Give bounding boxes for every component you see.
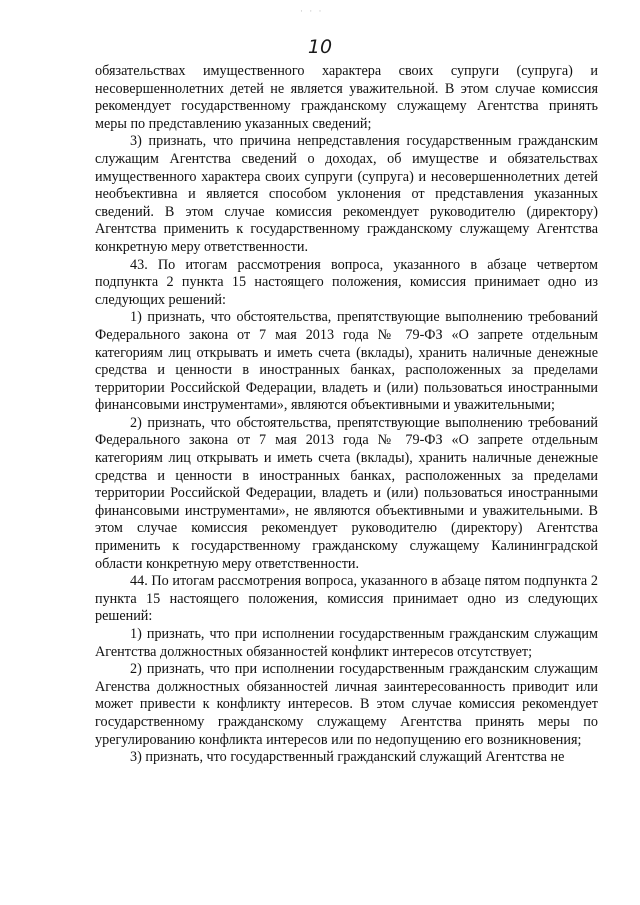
paragraph: 43. По итогам рассмотрения вопроса, указанного в абзаце четвертом подпункта 2 пункта 15 настоящего положения, комиссия принимает одно из следующих решений: xyxy=(95,256,598,308)
paragraph: 3) признать, что причина непредставления государственным гражданским служащим Агентства сведений о доходах, об имуществе и обязательствах имущественного характера своих супруги (супруга) и несовершеннолетних детей необъективна и является способом уклонения от представления указанных сведений. В этом случае комиссия рекомендует руководителю (директору) Агентства применить к государственному гражданскому служащему Агентства конкретную меру ответственности. xyxy=(95,133,598,255)
page-number: 10 xyxy=(307,36,333,58)
paragraph: 44. По итогам рассмотрения вопроса, указанного в абзаце пятом подпункта 2 пункта 15 настоящего положения, комиссия принимает одно из следующих решений: xyxy=(95,573,598,625)
top-scan-mark: · · · xyxy=(300,6,324,16)
paragraph: 1) признать, что обстоятельства, препятствующие выполнению требований Федерального закона от 7 мая 2013 года № 79-ФЗ «О запрете отдельным категориям лиц открывать и иметь счета (вклады), хранить наличные денежные средства и ценности в иностранных банках, расположенных за пределами территории Российской Федерации, владеть и (или) пользоваться иностранными финансовыми инструментами», являются объективными и уважительными; xyxy=(95,309,598,414)
paragraph: 2) признать, что при исполнении государственным гражданским служащим Агенства должностных обязанностей личная заинтересованность приводит или может привести к конфликту интересов. В этом случае комиссия рекомендует государственному гражданскому служащему Агентства принять меры по урегулированию конфликта интересов или по недопущению его возникновения; xyxy=(95,661,598,748)
paragraph: 2) признать, что обстоятельства, препятствующие выполнению требований Федерального закона от 7 мая 2013 года № 79-ФЗ «О запрете отдельным категориям лиц открывать и иметь счета (вклады), хранить наличные денежные средства и ценности в иностранных банках, расположенных за пределами территории Российской Федерации, владеть и (или) пользоваться иностранными финансовыми инструментами», не являются объективными и уважительными. В этом случае комиссия рекомендует руководителю (директору) Агентства применить к государственному гражданскому служащему Калининградской области конкретную меру ответственности. xyxy=(95,414,598,572)
body-text xyxy=(95,63,598,767)
paragraph: обязательствах имущественного характера своих супруги (супруга) и несовершеннолетних детей не является уважительной. В этом случае комиссия рекомендует государственному гражданскому служащему Агентства принять меры по представлению указанных сведений; xyxy=(95,63,598,132)
paragraph: 1) признать, что при исполнении государственным гражданским служащим Агентства должностных обязанностей конфликт интересов отсутствует; xyxy=(95,626,598,660)
paragraph: 3) признать, что государственный гражданский служащий Агентства не xyxy=(130,749,565,766)
